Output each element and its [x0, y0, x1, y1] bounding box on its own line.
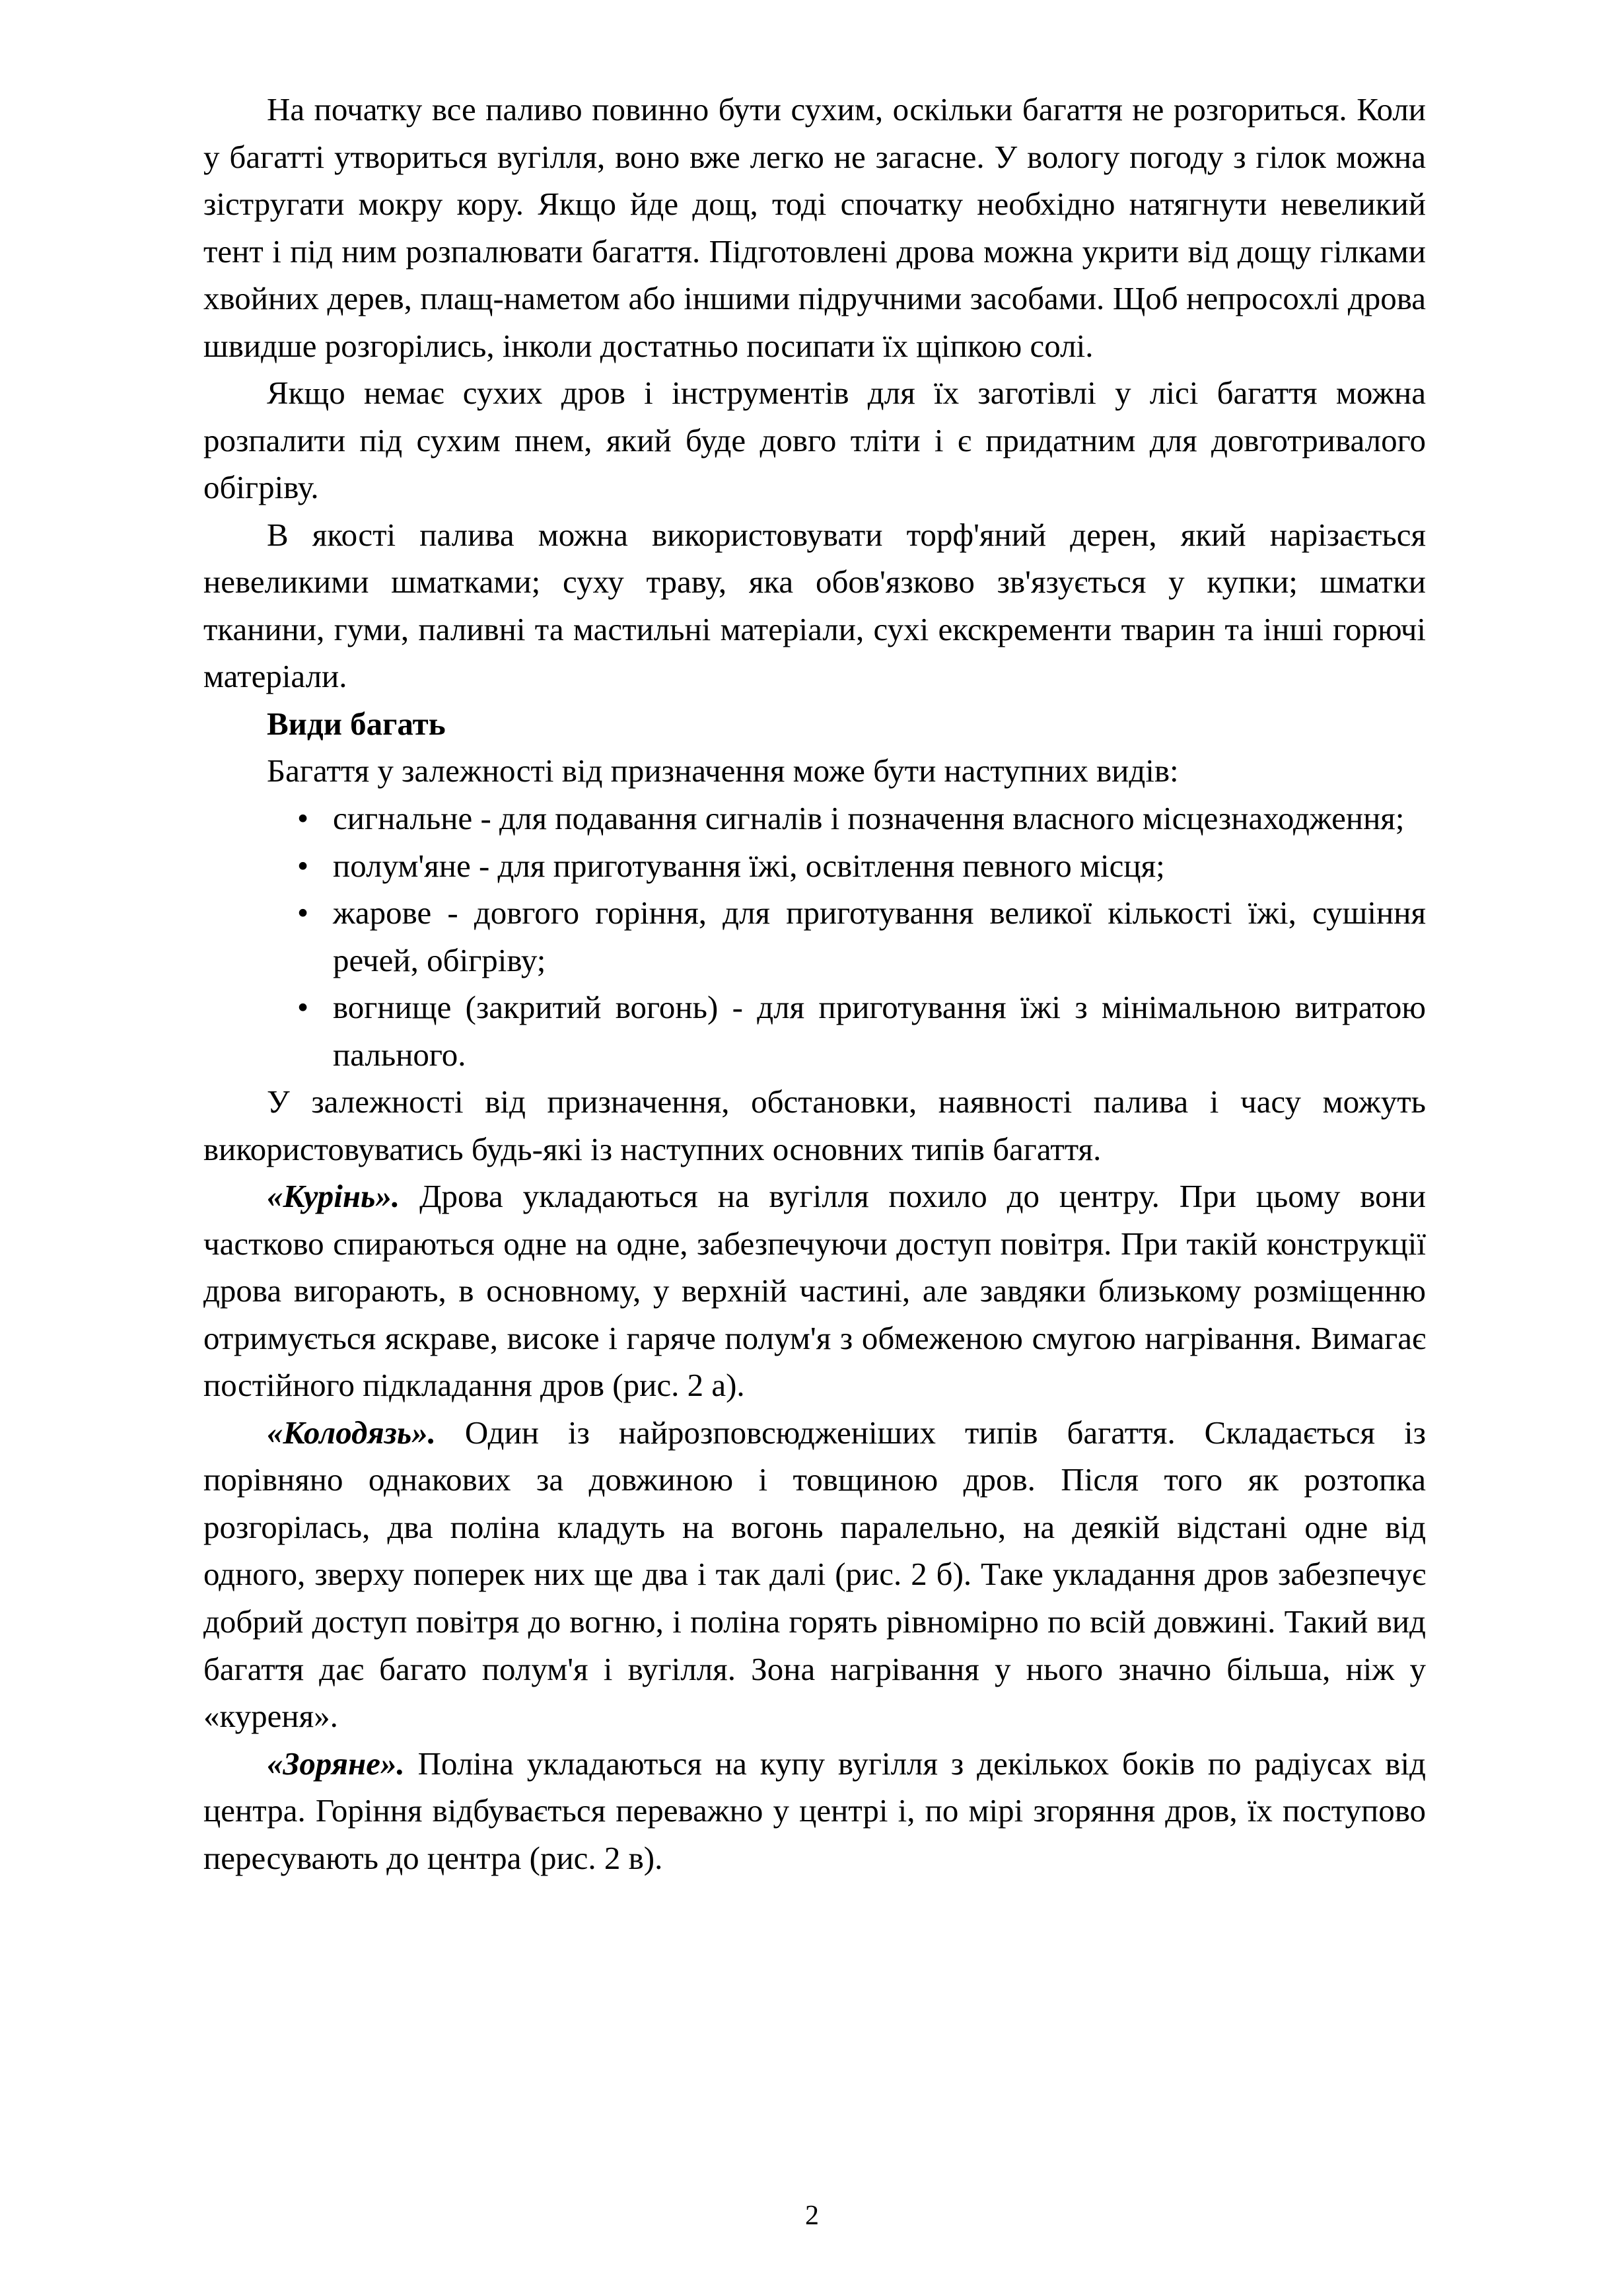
fire-type-description-zoryane: Поліна укладаються на купу вугілля з декількох боків по радіусах від центра. Горіння відбувається переважно у центрі і, по мірі згоряння дров, їх поступово пересувають до центра (рис. 2 в). [203, 1745, 1426, 1876]
list-item-label: вогнище (закритий вогонь) - для приготування їжі з мінімальною витратою пального. [333, 989, 1426, 1073]
list-item [203, 795, 1426, 842]
list-item [203, 842, 1426, 890]
bullet-icon: • [297, 847, 309, 884]
paragraph-types-intro: У залежності від призначення, обстановки, наявності палива і часу можуть використовуватись будь-які із наступних основних типів багаття. [203, 1083, 1426, 1167]
fire-type-term-zoryane: «Зоряне». [267, 1745, 405, 1782]
document-body [203, 86, 1426, 1881]
paragraph-fuel-dryness: На початку все паливо повинно бути сухим, оскільки багаття не розгориться. Коли у багатті утвориться вугілля, воно вже легко не загасне. У вологу погоду з гілок можна зістругати мокру кору. Якщо йде дощ, тоді спочатку необхідно натягнути невеликий тент і під ним розпалювати багаття. Підготовлені дрова можна укрити від дощу гілками хвойних дерев, плащ-наметом або іншими підручними засобами. Щоб непросохлі дрова швидше розгорілись, інколи достатньо посипати їх щіпкою солі. [203, 91, 1426, 364]
fire-type-description-kurin: Дрова укладаються на вугілля похило до центру. При цьому вони частково спираються одне на одне, забезпечуючи доступ повітря. При такій конструкції дрова вигорають, в основному, у верхній частині, але завдяки близькому розміщенню отримується яскраве, високе і гаряче полум'я з обмеженою смугою нагрівання. Вимагає постійного підкладання дров (рис. 2 а). [203, 1178, 1426, 1404]
bullet-icon: • [297, 894, 309, 931]
paragraph-no-dry-wood: Якщо немає сухих дров і інструментів для їх заготівлі у лісі багаття можна розпалити під сухим пнем, який буде довго тліти і є придатним для довготривалого обігріву. [203, 375, 1426, 506]
list-item-label: жарове - довгого горіння, для приготування великої кількості їжі, сушіння речей, обігріву; [333, 894, 1426, 978]
fire-type-term-kurin: «Курінь». [267, 1178, 400, 1215]
list-item-label: сигнальне - для подавання сигналів і позначення власного місцезнаходження; [333, 799, 1405, 836]
paragraph-fire-type-zoryane [203, 1740, 1426, 1882]
paragraph-fire-type-kurin [203, 1173, 1426, 1409]
paragraph-alternative-fuels: В якості палива можна використовувати торф'яний дерен, який нарізається невеликими шматками; суху траву, яка обов'язково зв'язується у купки; шматки тканини, гуми, паливні та мастильні матеріали, сухі екскременти тварин та інші горючі матеріали. [203, 516, 1426, 695]
fire-type-term-kolodyaz: «Колодязь». [267, 1414, 436, 1451]
paragraph-fire-type-kolodyaz [203, 1409, 1426, 1740]
fire-type-description-kolodyaz: Один із найрозповсюдженіших типів багаття. Складається із порівняно однакових за довжиною і товщиною дров. Після того як розтопка розгорілась, два поліна кладуть на вогонь паралельно, на деякій відстані одне від одного, зверху поперек них ще два і так далі (рис. 2 б). Таке укладання дров забезпечує добрий доступ повітря до вогню, і поліна горять рівномірно по всій довжині. Такий вид багаття дає багато полум'я і вугілля. Зона нагрівання у нього значно більша, ніж у «куреня». [203, 1414, 1426, 1735]
fire-purpose-list [203, 795, 1426, 1078]
section-heading-fire-types: Види багать [267, 705, 446, 742]
paragraph-list-intro: Багаття у залежності від призначення може бути наступних видів: [267, 752, 1179, 789]
page-number: 2 [805, 2201, 819, 2231]
list-item [203, 889, 1426, 984]
bullet-icon: • [297, 799, 309, 836]
list-item-label: полум'яне - для приготування їжі, освітлення певного місця; [333, 847, 1165, 884]
list-item [203, 984, 1426, 1078]
bullet-icon: • [297, 989, 309, 1026]
